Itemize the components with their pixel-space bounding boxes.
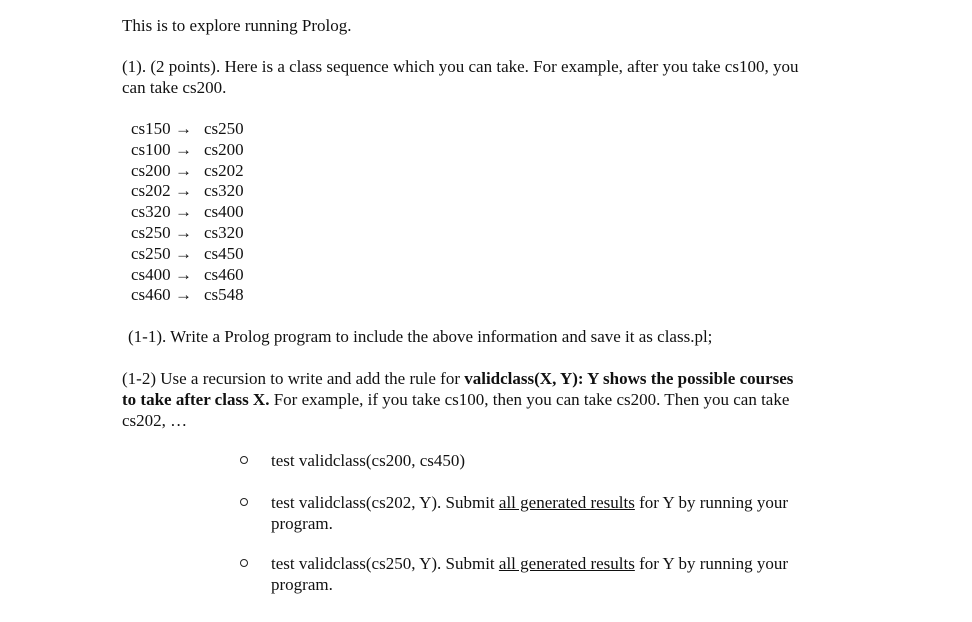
sequence-from: cs100 (131, 139, 171, 159)
sequence-to: cs548 (204, 285, 244, 305)
sequence-from: cs150 (131, 119, 171, 138)
rule-definition-bold-cont: to take after class X. (122, 390, 270, 409)
test-text-1: test validclass(cs200, cs450) (271, 451, 466, 470)
arrow-icon: → (175, 139, 192, 159)
arrow-icon: → (175, 119, 192, 138)
sequence-item (131, 244, 244, 265)
sequence-item (131, 223, 244, 244)
test-2-line-2: program. (271, 514, 333, 533)
class-sequence-list (131, 119, 244, 306)
sequence-to: cs400 (204, 202, 244, 222)
bullet-circle-icon (240, 498, 248, 506)
test-2-prefix: test validclass(cs202, Y). Submit (271, 493, 499, 512)
question-1-line-2: can take cs200. (122, 78, 227, 97)
sequence-from: cs320 (131, 202, 171, 222)
question-1-line-1: (1). (2 points). Here is a class sequence which you can take. For example, after you take cs100, you (122, 57, 799, 76)
sequence-to: cs200 (204, 139, 244, 159)
bullet-circle-icon (240, 456, 248, 464)
test-3-line-2: program. (271, 575, 333, 594)
sequence-to: cs460 (204, 264, 244, 284)
sequence-from: cs202 (131, 181, 171, 201)
test-3-prefix: test validclass(cs250, Y). Submit (271, 554, 499, 573)
sequence-to: cs202 (204, 160, 244, 180)
sequence-item (131, 265, 244, 286)
sequence-to: cs250 (204, 119, 244, 138)
sequence-item (131, 202, 244, 223)
question-1 (122, 56, 798, 98)
test-text-2 (271, 492, 788, 534)
sequence-to: cs450 (204, 243, 244, 263)
sequence-item (131, 161, 244, 182)
test-2-underlined: all generated results (498, 493, 635, 512)
bullet-circle-icon (240, 559, 248, 567)
test-3-underlined: all generated results (498, 554, 635, 573)
test-2-suffix: for Y by running your (634, 493, 788, 512)
arrow-icon: → (175, 264, 192, 284)
intro-text: This is to explore running Prolog. (122, 16, 352, 35)
sequence-item (131, 285, 244, 306)
sequence-item (131, 181, 244, 202)
sequence-from: cs460 (131, 285, 171, 305)
rule-definition-bold: validclass(X, Y): Y shows the possible courses (464, 369, 794, 388)
sequence-from: cs250 (131, 222, 171, 242)
question-1-2-line-3: cs202, … (122, 411, 188, 430)
sequence-from: cs400 (131, 264, 171, 284)
arrow-icon: → (175, 243, 192, 263)
sequence-item (131, 140, 244, 161)
sequence-to: cs320 (204, 181, 244, 201)
question-1-2-line-1 (122, 368, 793, 389)
question-1-1: (1-1). Write a Prolog program to include the above information and save it as class.pl; (128, 327, 713, 346)
arrow-icon: → (175, 160, 192, 180)
arrow-icon: → (175, 202, 192, 222)
sequence-from: cs250 (131, 243, 171, 263)
arrow-icon: → (175, 222, 192, 242)
arrow-icon: → (175, 181, 192, 201)
arrow-icon: → (175, 285, 192, 305)
question-1-2-prefix: (1-2) Use a recursion to write and add the rule for (122, 369, 465, 388)
test-3-suffix: for Y by running your (634, 554, 788, 573)
sequence-to: cs320 (204, 222, 244, 242)
sequence-from: cs200 (131, 160, 171, 180)
question-1-2-example: For example, if you take cs100, then you can take cs200. Then you can take (269, 390, 790, 409)
question-1-2 (122, 368, 793, 431)
sequence-item (131, 119, 244, 140)
test-text-3 (271, 553, 788, 595)
question-1-2-line-2 (122, 389, 793, 410)
